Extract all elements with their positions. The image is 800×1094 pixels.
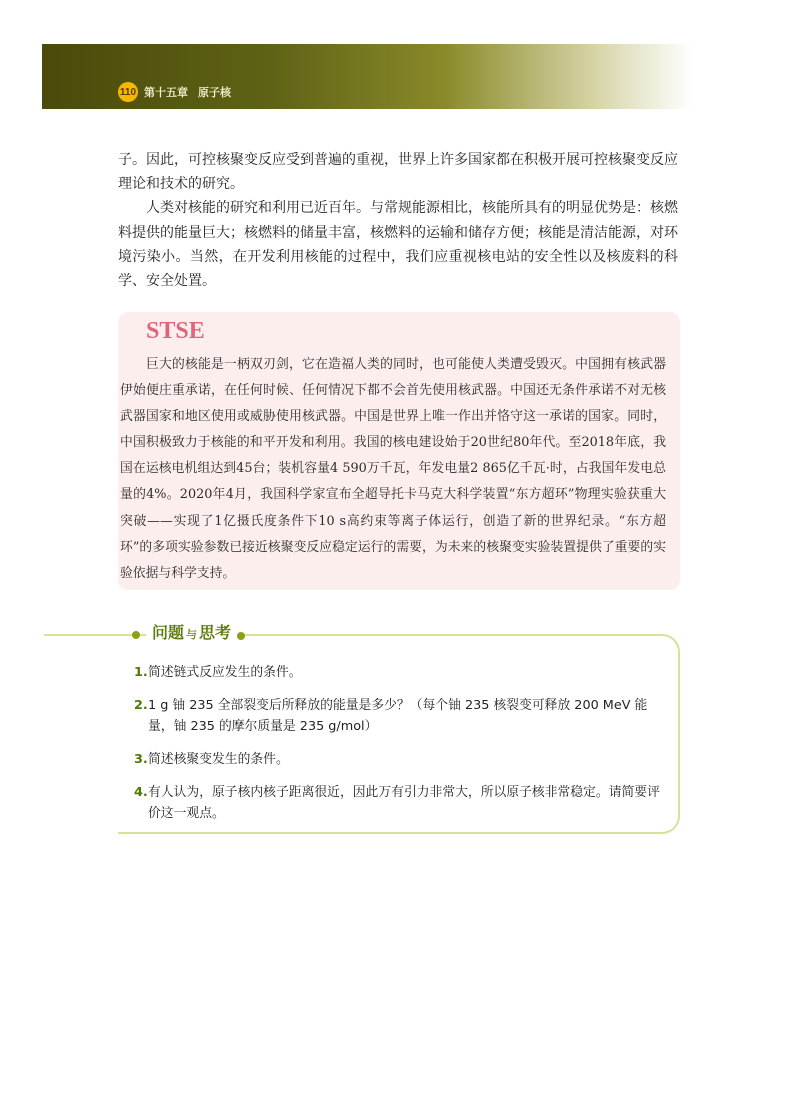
stse-paragraph: 巨大的核能是一柄双刃剑，它在造福人类的同时，也可能使人类遭受毁灭。中国拥有核武器伊始便庄重承诺，在任何时候、任何情况下都不会首先使用核武器。中国还无条件承诺不对无核武器国家和地区使用或威胁使用核武器。中国是世界上唯一作出并恪守这一承诺的国家。同时，中国积极致力于核能的和平开发和利用。我国的核电建设始于20世纪80年代。至2018年底，我国在运核电机组达到45台；装机容量4 590万千瓦，年发电量2 865亿千瓦·时，占我国年发电总量的4%。2020年4月，我国科学家宣布全超导托卡马克大科学装置“东方超环”物理实验获重大突破——实现了1亿摄氏度条件下10 s高约束等离子体运行，创造了新的世界纪录。“东方超环”的多项实验参数已接近核聚变反应稳定运行的需要，为未来的核聚变实验装置提供了重要的实验依据与科学支持。 (120, 357, 666, 581)
chapter-heading (144, 84, 231, 100)
questions-title (146, 620, 237, 643)
question-number: 3. (134, 752, 148, 767)
question-item (134, 749, 664, 770)
question-item (134, 662, 664, 683)
body-paragraph: 人类对核能的研究和利用已近百年。与常规能源相比，核能所具有的明显优势是：核燃料提供的能量巨大；核燃料的储量丰富，核燃料的运输和储存方便；核能是清洁能源，对环境污染小。当然，在开发利用核能的过程中，我们应重视核电站的安全性以及核废料的科学、安全处置。 (118, 200, 678, 290)
question-number: 2. (134, 698, 148, 713)
question-item (134, 782, 664, 824)
questions-title-connector: 与 (186, 628, 198, 641)
body-text (118, 148, 678, 293)
stse-text (120, 352, 666, 587)
questions-list (134, 662, 664, 836)
stse-title: STSE (146, 318, 205, 344)
question-item (134, 695, 664, 737)
questions-header-rule (44, 634, 136, 636)
question-text: 简述链式反应发生的条件。 (148, 665, 302, 680)
question-text: 简述核聚变发生的条件。 (148, 752, 289, 767)
question-text: 有人认为，原子核内核子距离很近，因此万有引力非常大，所以原子核非常稳定。请简要评价这一观点。 (148, 785, 660, 821)
question-text: 1 g 铀 235 全部裂变后所释放的能量是多少？（每个铀 235 核裂变可释放 200 MeV 能量，铀 235 的摩尔质量是 235 g/mol） (148, 698, 648, 734)
page-number-badge: 110 (118, 82, 138, 102)
questions-title-part1: 问题 (152, 623, 185, 642)
body-paragraph: 子。因此，可控核聚变反应受到普遍的重视，世界上许多国家都在积极开展可控核聚变反应理论和技术的研究。 (118, 152, 678, 193)
question-number: 4. (134, 785, 148, 800)
chapter-title: 原子核 (198, 86, 231, 99)
chapter-number: 第十五章 (144, 86, 188, 99)
header-band (42, 44, 692, 109)
questions-title-part2: 思考 (199, 623, 232, 642)
question-number: 1. (134, 665, 148, 680)
